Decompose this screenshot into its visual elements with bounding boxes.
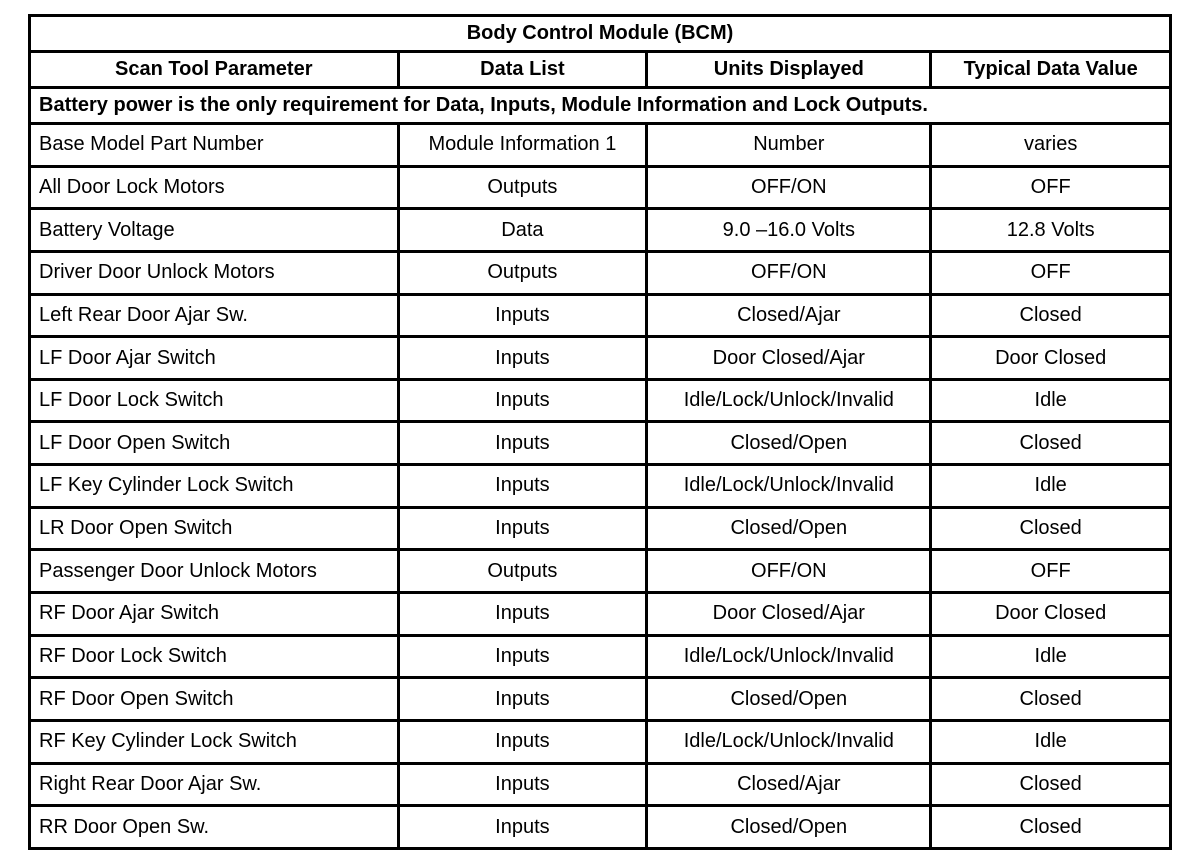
- header-units-displayed: Units Displayed: [647, 52, 931, 88]
- cell-typical-value: Door Closed: [931, 593, 1171, 636]
- cell-units: Closed/Open: [647, 806, 931, 849]
- cell-parameter: LF Door Lock Switch: [30, 379, 399, 422]
- header-typical-data-value: Typical Data Value: [931, 52, 1171, 88]
- cell-units: Door Closed/Ajar: [647, 593, 931, 636]
- table-title-row: [30, 16, 1171, 52]
- battery-power-note: Battery power is the only requirement for Data, Inputs, Module Information and Lock Outputs.: [30, 88, 1171, 124]
- cell-typical-value: Idle: [931, 720, 1171, 763]
- cell-data-list: Inputs: [398, 507, 647, 550]
- cell-typical-value: Closed: [931, 294, 1171, 337]
- cell-units: OFF/ON: [647, 550, 931, 593]
- cell-data-list: Inputs: [398, 593, 647, 636]
- table-row: [30, 678, 1171, 721]
- cell-parameter: RF Key Cylinder Lock Switch: [30, 720, 399, 763]
- table-row: [30, 763, 1171, 806]
- cell-parameter: All Door Lock Motors: [30, 166, 399, 209]
- cell-typical-value: Closed: [931, 763, 1171, 806]
- cell-typical-value: Closed: [931, 422, 1171, 465]
- cell-typical-value: OFF: [931, 550, 1171, 593]
- cell-parameter: RR Door Open Sw.: [30, 806, 399, 849]
- cell-data-list: Inputs: [398, 678, 647, 721]
- table-row: [30, 294, 1171, 337]
- table-row: [30, 465, 1171, 508]
- table-body: [30, 124, 1171, 849]
- cell-data-list: Inputs: [398, 720, 647, 763]
- table-row: [30, 166, 1171, 209]
- cell-parameter: Right Rear Door Ajar Sw.: [30, 763, 399, 806]
- cell-units: Number: [647, 124, 931, 167]
- table-row: [30, 379, 1171, 422]
- cell-data-list: Inputs: [398, 763, 647, 806]
- cell-units: Closed/Ajar: [647, 763, 931, 806]
- cell-typical-value: Closed: [931, 678, 1171, 721]
- table-row: [30, 507, 1171, 550]
- cell-typical-value: Idle: [931, 635, 1171, 678]
- table-row: [30, 251, 1171, 294]
- cell-units: Idle/Lock/Unlock/Invalid: [647, 465, 931, 508]
- cell-data-list: Outputs: [398, 550, 647, 593]
- cell-units: 9.0 –16.0 Volts: [647, 209, 931, 252]
- table-header-row: [30, 52, 1171, 88]
- table-row: [30, 806, 1171, 849]
- cell-units: Idle/Lock/Unlock/Invalid: [647, 635, 931, 678]
- cell-typical-value: Idle: [931, 379, 1171, 422]
- table-row: [30, 209, 1171, 252]
- cell-data-list: Inputs: [398, 337, 647, 380]
- cell-data-list: Data: [398, 209, 647, 252]
- cell-units: Closed/Ajar: [647, 294, 931, 337]
- cell-data-list: Module Information 1: [398, 124, 647, 167]
- cell-units: Closed/Open: [647, 422, 931, 465]
- cell-units: Closed/Open: [647, 507, 931, 550]
- header-data-list: Data List: [398, 52, 647, 88]
- table-note-row: [30, 88, 1171, 124]
- cell-parameter: Left Rear Door Ajar Sw.: [30, 294, 399, 337]
- cell-typical-value: Closed: [931, 507, 1171, 550]
- cell-typical-value: Door Closed: [931, 337, 1171, 380]
- cell-units: Closed/Open: [647, 678, 931, 721]
- cell-typical-value: Closed: [931, 806, 1171, 849]
- cell-data-list: Inputs: [398, 379, 647, 422]
- cell-data-list: Outputs: [398, 251, 647, 294]
- table-row: [30, 124, 1171, 167]
- table-row: [30, 720, 1171, 763]
- bcm-parameter-table: [28, 14, 1172, 850]
- header-scan-tool-parameter: Scan Tool Parameter: [30, 52, 399, 88]
- table-row: [30, 593, 1171, 636]
- cell-units: Idle/Lock/Unlock/Invalid: [647, 720, 931, 763]
- cell-typical-value: OFF: [931, 166, 1171, 209]
- cell-typical-value: 12.8 Volts: [931, 209, 1171, 252]
- cell-parameter: Driver Door Unlock Motors: [30, 251, 399, 294]
- cell-parameter: LF Door Ajar Switch: [30, 337, 399, 380]
- cell-data-list: Inputs: [398, 465, 647, 508]
- cell-parameter: Battery Voltage: [30, 209, 399, 252]
- cell-units: OFF/ON: [647, 251, 931, 294]
- cell-units: Idle/Lock/Unlock/Invalid: [647, 379, 931, 422]
- cell-parameter: Passenger Door Unlock Motors: [30, 550, 399, 593]
- cell-parameter: RF Door Lock Switch: [30, 635, 399, 678]
- table-row: [30, 550, 1171, 593]
- cell-units: Door Closed/Ajar: [647, 337, 931, 380]
- cell-data-list: Inputs: [398, 422, 647, 465]
- cell-parameter: LF Door Open Switch: [30, 422, 399, 465]
- cell-typical-value: OFF: [931, 251, 1171, 294]
- cell-parameter: RF Door Ajar Switch: [30, 593, 399, 636]
- cell-data-list: Outputs: [398, 166, 647, 209]
- cell-units: OFF/ON: [647, 166, 931, 209]
- cell-data-list: Inputs: [398, 294, 647, 337]
- cell-typical-value: Idle: [931, 465, 1171, 508]
- table-title: Body Control Module (BCM): [30, 16, 1171, 52]
- table-row: [30, 422, 1171, 465]
- cell-parameter: LR Door Open Switch: [30, 507, 399, 550]
- cell-typical-value: varies: [931, 124, 1171, 167]
- cell-data-list: Inputs: [398, 635, 647, 678]
- table-row: [30, 337, 1171, 380]
- cell-parameter: LF Key Cylinder Lock Switch: [30, 465, 399, 508]
- cell-data-list: Inputs: [398, 806, 647, 849]
- cell-parameter: Base Model Part Number: [30, 124, 399, 167]
- cell-parameter: RF Door Open Switch: [30, 678, 399, 721]
- table-row: [30, 635, 1171, 678]
